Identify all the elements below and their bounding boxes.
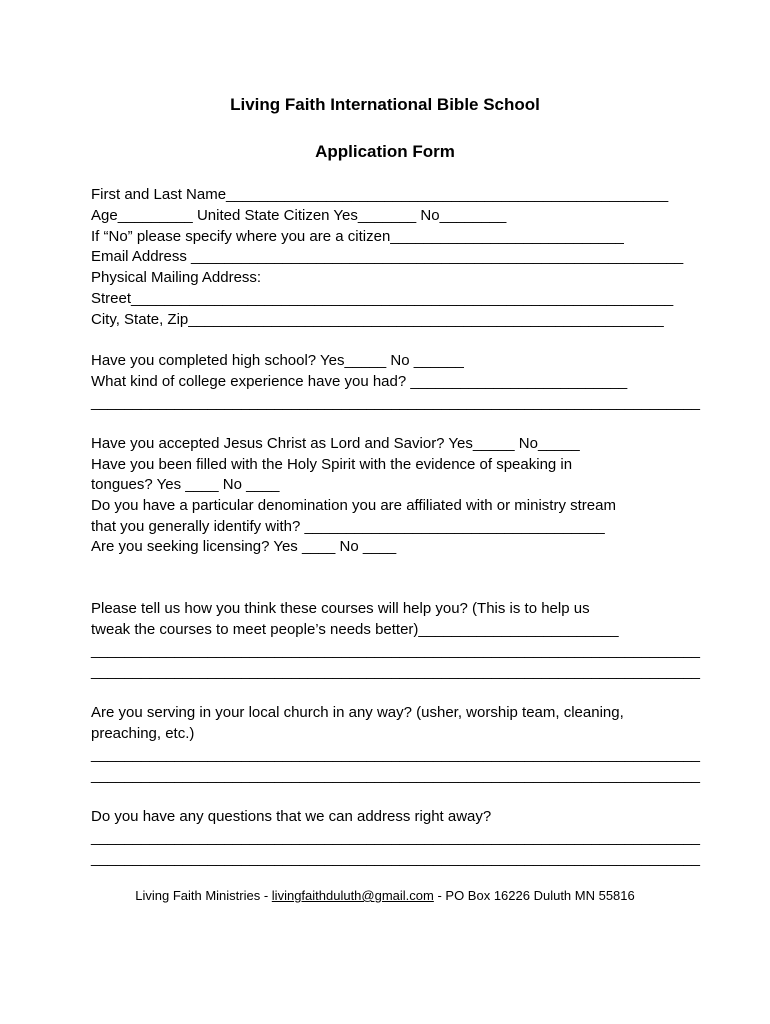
college-experience-blank-line[interactable]: _________________________________________________________________________ xyxy=(91,394,700,411)
name-field-line[interactable]: First and Last Name_____________________________________________________ xyxy=(91,186,669,203)
citizenship-field-line[interactable]: If “No” please specify where you are a citizen____________________________ xyxy=(91,228,624,245)
questions-prompt-line: Do you have any questions that we can address right away? xyxy=(91,808,492,825)
footer-address: - PO Box 16226 Duluth MN 55816 xyxy=(433,888,635,903)
courses-field-line[interactable]: tweak the courses to meet people’s needs better)________________________ xyxy=(91,621,619,638)
questions-blank-line[interactable]: _________________________________________________________________________ xyxy=(91,850,700,867)
denomination-field-line[interactable]: that you generally identify with? ____________________________________ xyxy=(91,518,605,535)
city-state-zip-field-line[interactable]: City, State, Zip_________________________________________________________ xyxy=(91,311,664,328)
high-school-field-line[interactable]: Have you completed high school? Yes_____ No ______ xyxy=(91,352,464,369)
mailing-address-label: Physical Mailing Address: xyxy=(91,269,262,286)
church-serving-question-line: Are you serving in your local church in any way? (usher, worship team, cleaning, xyxy=(91,704,624,721)
school-title: Living Faith International Bible School xyxy=(230,95,540,114)
holy-spirit-question-line: Have you been filled with the Holy Spirit with the evidence of speaking in xyxy=(91,456,573,473)
footer-email-link[interactable]: livingfaithduluth@gmail.com xyxy=(271,888,434,903)
licensing-field-line[interactable]: Are you seeking licensing? Yes ____ No ____ xyxy=(91,538,397,555)
church-serving-examples-line: preaching, etc.) xyxy=(91,725,195,742)
email-field-line[interactable]: Email Address ___________________________________________________________ xyxy=(91,248,684,265)
footer-org-name: Living Faith Ministries - xyxy=(135,888,272,903)
courses-blank-line[interactable]: _________________________________________________________________________ xyxy=(91,642,700,659)
accepted-jesus-field-line[interactable]: Have you accepted Jesus Christ as Lord and Savior? Yes_____ No_____ xyxy=(91,435,580,452)
footer xyxy=(0,888,770,903)
tongues-field-line[interactable]: tongues? Yes ____ No ____ xyxy=(91,476,280,493)
form-title: Application Form xyxy=(315,142,455,161)
courses-question-line: Please tell us how you think these courses will help you? (This is to help us xyxy=(91,600,590,617)
church-serving-blank-line[interactable]: _________________________________________________________________________ xyxy=(91,746,700,763)
college-experience-field-line[interactable]: What kind of college experience have you had? __________________________ xyxy=(91,373,628,390)
street-field-line[interactable]: Street_________________________________________________________________ xyxy=(91,290,674,307)
courses-blank-line[interactable]: _________________________________________________________________________ xyxy=(91,663,700,680)
age-citizen-field-line[interactable]: Age_________ United State Citizen Yes_______ No________ xyxy=(91,207,507,224)
denomination-question-line: Do you have a particular denomination you are affiliated with or ministry stream xyxy=(91,497,616,514)
church-serving-blank-line[interactable]: _________________________________________________________________________ xyxy=(91,767,700,784)
questions-blank-line[interactable]: _________________________________________________________________________ xyxy=(91,829,700,846)
